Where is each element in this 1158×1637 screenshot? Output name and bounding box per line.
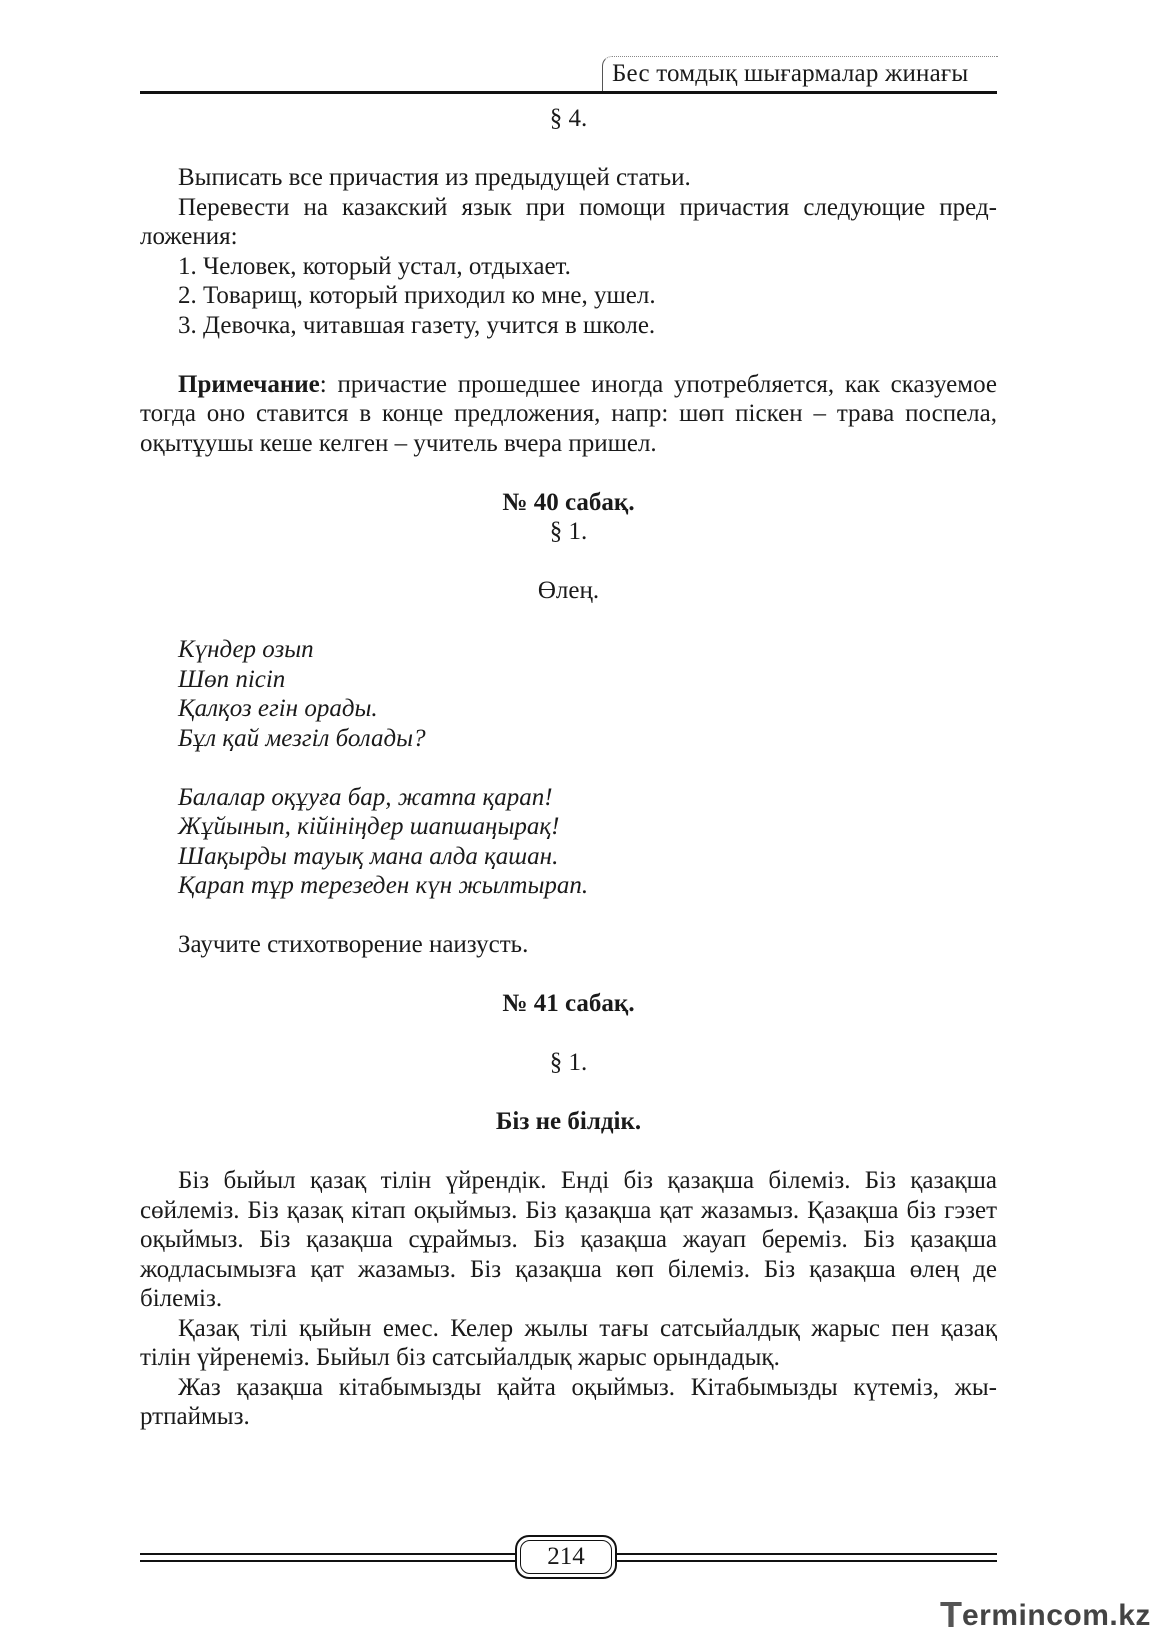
poem-stanza <box>140 783 997 901</box>
text-title: Біз не білдік. <box>495 1108 642 1135</box>
poem-line: Күндер озып <box>178 636 314 663</box>
exercise-item: 1. Человек, который устал, отдыхает. <box>178 252 571 280</box>
header-rule <box>140 91 997 94</box>
note-paragraph <box>140 370 997 459</box>
lesson-title: № 40 сабақ. <box>502 488 635 516</box>
page-body <box>140 104 997 1432</box>
page-number: 214 <box>547 1543 585 1570</box>
poem-line: Балалар оқұуға бар, жатпа қарап! <box>178 783 553 811</box>
note-label: Примечание <box>178 370 320 398</box>
watermark-text: ermincom.kz <box>962 1599 1151 1632</box>
watermark-logo <box>940 1592 1151 1635</box>
poem-line: Жұйынып, кійініңдер шапшаңырақ! <box>178 813 560 840</box>
lesson-title: № 41 сабақ. <box>502 990 635 1017</box>
poem-line: Шақырды тауық мана алда қашан. <box>178 842 559 870</box>
exercise-item: 3. Девочка, читавшая газету, учится в школе. <box>178 311 656 339</box>
poem-line: Қалқоз егін орады. <box>178 695 378 722</box>
task-line: Заучите стихотворение наизусть. <box>178 931 529 958</box>
poem-line: Қарап тұр терезеден күн жылтырап. <box>178 872 589 899</box>
running-header-title: Бес томдық шығармалар жинағы <box>612 60 969 87</box>
body-paragraph: Қазақ тілі қыйын емес. Келер жылы тағы сатсыйалдық жарыс пен қазақ тілін үйренеміз. Быйыл біз сатсыйалдық жарыс орындадық. <box>140 1314 997 1371</box>
footer-rule-left <box>140 1553 515 1562</box>
exercise-line: Перевести на казакский язык при помощи причастия следующие предложения: <box>140 193 997 250</box>
poem-title: Өлең. <box>537 577 600 604</box>
poem-line: Шөп пісіп <box>178 665 286 693</box>
section-mark: § 4. <box>549 105 588 132</box>
body-paragraph: Біз быйыл қазақ тілін үйрендік. Енді біз қазақша білеміз. Біз қазақша сөйлеміз. Біз қазақ кітап оқыймыз. Біз қазақша қат жазамыз. Қазақша біз гэзет оқыймыз. Біз қазақша сұраймыз. Біз қазақша жауап береміз. Біз қазақша жодласымызға қат жазамыз. Біз қазақша көп білеміз. Біз қазақша өлең де білеміз. <box>140 1167 997 1312</box>
exercise-line: Выписать все причастия из предыдущей статьи. <box>178 164 691 191</box>
poem-stanza <box>140 635 997 753</box>
body-paragraph: Жаз қазақша кітабымызды қайта оқыймыз. Кітабымызды күтеміз, жыртпаймыз. <box>140 1373 997 1430</box>
note-text: : причастие прошедшее иногда употребляется, как сказуемое тогда оно ставится в конце предложения, напр: шөп піскен – трава поспела, оқытұушы кеше келген – учитель вчера пришел. <box>140 370 997 457</box>
page-number-frame <box>515 1535 617 1579</box>
section-mark: § 1. <box>549 518 588 545</box>
watermark-initial: T <box>940 1594 962 1635</box>
poem-line: Бұл қай мезгіл болады? <box>178 724 426 752</box>
footer-rule-right <box>617 1553 997 1562</box>
section-mark: § 1. <box>549 1049 588 1076</box>
exercise-item: 2. Товарищ, который приходил ко мне, ушел. <box>178 282 656 309</box>
